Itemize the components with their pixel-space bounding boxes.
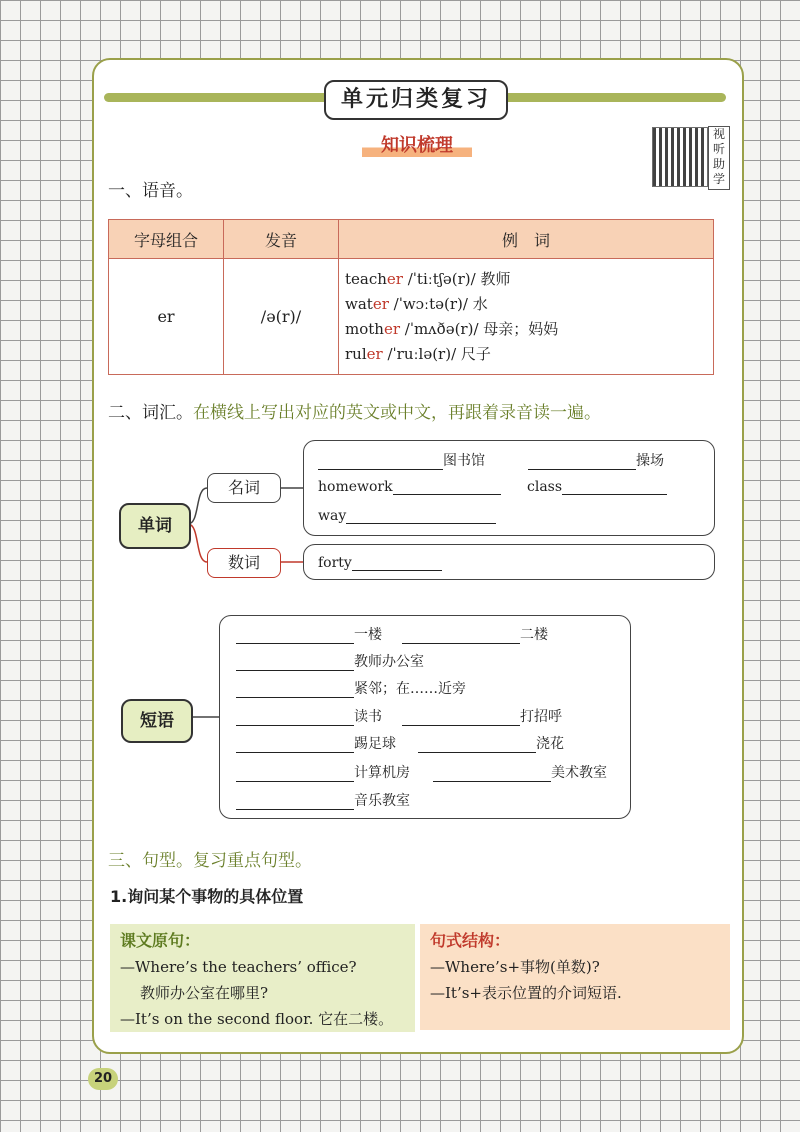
- answer-blank[interactable]: [236, 711, 354, 726]
- example-word: ruler /ˈruːlə(r)/ 尺子: [345, 344, 491, 363]
- structure-line: —It’s+表示位置的介词短语.: [430, 984, 622, 1002]
- answer-blank[interactable]: [562, 480, 667, 495]
- answer-blank[interactable]: [528, 455, 636, 470]
- example-word: teacher /ˈtiːtʃə(r)/ 教师: [345, 269, 511, 288]
- noun-library: 图书馆: [318, 450, 485, 470]
- numeral-forty: forty: [318, 555, 442, 571]
- section2-heading: 二、词汇。在横线上写出对应的英文或中文，再跟着录音读一遍。: [108, 403, 601, 423]
- phrase-water-flowers: 浇花: [418, 733, 564, 753]
- answer-blank[interactable]: [236, 767, 354, 782]
- answer-blank[interactable]: [236, 738, 354, 753]
- answer-blank[interactable]: [402, 711, 520, 726]
- sentence-line: —It’s on the second floor. 它在二楼。: [120, 1010, 394, 1028]
- answer-blank[interactable]: [346, 509, 496, 524]
- numeral-label: 数词: [207, 548, 281, 578]
- phrase-play-football: 踢足球: [236, 733, 396, 753]
- noun-class: class: [527, 479, 667, 495]
- table-header: 发音: [224, 220, 339, 259]
- noun-playground: 操场: [528, 450, 664, 470]
- answer-blank[interactable]: [236, 629, 354, 644]
- pattern1-title: 1.询问某个事物的具体位置: [110, 887, 304, 906]
- phrase-first-floor: 一楼: [236, 624, 382, 644]
- answer-blank[interactable]: [433, 767, 551, 782]
- structure-line: —Where’s+事物(单数)?: [430, 958, 600, 976]
- section3-heading: 三、句型。复习重点句型。: [108, 851, 312, 871]
- answer-blank[interactable]: [236, 795, 354, 810]
- structure-label: 句式结构：: [430, 931, 511, 950]
- sound: /ə(r)/: [224, 259, 339, 375]
- phrase-node: 短语: [121, 699, 193, 743]
- answer-blank[interactable]: [393, 480, 501, 495]
- sentence-line: —Where’s the teachers’ office?: [120, 958, 357, 976]
- phrase-art-room: 美术教室: [433, 762, 607, 782]
- word-node: 单词: [119, 503, 191, 549]
- page-title: 单元归类复习: [324, 80, 508, 120]
- phrase-computer-room: 计算机房: [236, 762, 410, 782]
- noun-label: 名词: [207, 473, 281, 503]
- answer-blank[interactable]: [418, 738, 536, 753]
- page-number: 20: [88, 1068, 118, 1090]
- letter-combo: er: [109, 259, 224, 375]
- answer-blank[interactable]: [236, 683, 354, 698]
- original-sentence-card: [110, 924, 415, 1032]
- noun-homework: homework: [318, 479, 501, 495]
- example-word: water /ˈwɔːtə(r)/ 水: [345, 294, 488, 313]
- phrase-teachers-office: 教师办公室: [236, 651, 424, 671]
- sentence-line: 教师办公室在哪里?: [140, 984, 269, 1002]
- table-header: 例 词: [339, 220, 714, 259]
- table-header: 字母组合: [109, 220, 224, 259]
- example-word: mother /ˈmʌðə(r)/ 母亲；妈妈: [345, 319, 559, 338]
- noun-way: way: [318, 508, 496, 524]
- answer-blank[interactable]: [236, 656, 354, 671]
- qr-label: 视听助学: [708, 126, 730, 190]
- structure-card: [420, 924, 730, 1030]
- phrase-next-to: 紧邻；在……近旁: [236, 678, 466, 698]
- answer-blank[interactable]: [402, 629, 520, 644]
- phrase-say-hello: 打招呼: [402, 706, 562, 726]
- section-subtitle: 知识梳理: [362, 132, 472, 160]
- original-label: 课文原句：: [120, 931, 201, 950]
- phrase-read-books: 读书: [236, 706, 382, 726]
- answer-blank[interactable]: [318, 455, 443, 470]
- phrase-music-room: 音乐教室: [236, 790, 410, 810]
- phrase-second-floor: 二楼: [402, 624, 548, 644]
- section1-heading: 一、语音。: [108, 181, 193, 201]
- answer-blank[interactable]: [352, 556, 442, 571]
